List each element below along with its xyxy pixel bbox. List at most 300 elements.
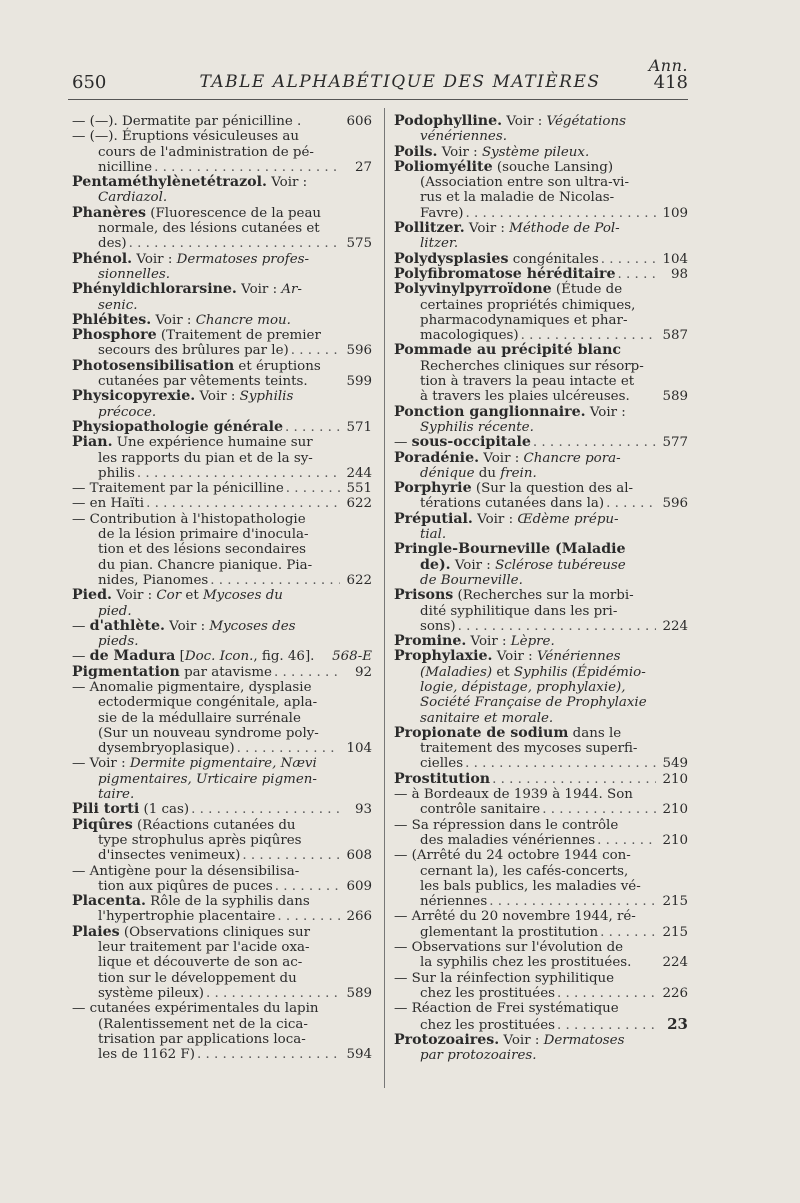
entry-text: [98, 145, 314, 160]
entry-segment: dans le: [568, 725, 622, 741]
entry-text: [420, 680, 626, 695]
entry-line: [394, 909, 688, 924]
index-entry: [394, 588, 688, 634]
entry-line: [72, 512, 372, 527]
index-entry: [72, 435, 372, 481]
entry-segment: (souche Lansing): [492, 159, 614, 175]
entry-text: [420, 925, 598, 940]
entry-text: [72, 435, 313, 450]
entry-line: [72, 604, 372, 619]
entry-text: [72, 313, 291, 328]
entry-line: [72, 879, 372, 894]
entry-text: [98, 405, 156, 420]
dot-leader: [618, 267, 656, 282]
entry-segment: glementant la prostitution: [420, 924, 599, 940]
entry-heading: Physicopyrexie.: [72, 388, 196, 405]
entry-text: [420, 604, 617, 619]
entry-segment: cours de l'administration de pé-: [98, 144, 314, 160]
entry-text: [394, 221, 620, 236]
index-entry: [394, 818, 688, 849]
entry-text: [72, 481, 284, 496]
page-reference: 596: [346, 343, 372, 359]
dot-leader: [465, 756, 656, 771]
entry-line: [72, 236, 372, 251]
entry-segment: cielles: [420, 756, 464, 772]
entry-line: [394, 649, 688, 664]
entry-text: [72, 1001, 319, 1016]
entry-text: [72, 496, 144, 511]
entry-text: [394, 282, 622, 297]
dot-leader: [191, 802, 340, 817]
entry-line: [72, 741, 372, 756]
entry-text: [420, 558, 626, 573]
entry-heading: Propionate de sodium: [394, 724, 569, 741]
entry-text: [394, 512, 619, 527]
entry-text: [98, 343, 289, 358]
entry-text: [420, 802, 540, 817]
entry-segment: Voir :: [132, 251, 177, 267]
dot-leader: [533, 435, 656, 450]
running-head: [0, 0, 800, 100]
entry-segment: Voir :: [236, 282, 282, 298]
entry-segment: Voir :: [151, 312, 196, 328]
entry-heading: Poils.: [394, 143, 438, 160]
entry-line: [72, 634, 372, 649]
entry-segment: cernant la), les cafés-concerts,: [420, 863, 629, 879]
entry-segment: nides, Pianomes: [98, 572, 209, 588]
entry-text: [420, 955, 631, 970]
index-entry: [72, 588, 372, 619]
entry-segment: Voir :: [585, 404, 626, 420]
entry-line: [394, 343, 688, 358]
entry-segment: — Observations sur l'évolution de: [394, 940, 624, 956]
entry-text: [98, 374, 308, 389]
dot-leader: [197, 1047, 340, 1062]
header-rule: [68, 99, 688, 100]
entry-line: [394, 879, 688, 894]
page-reference: 92: [354, 664, 372, 680]
entry-text: [394, 343, 621, 358]
entry-segment: chez les prostituées: [420, 1017, 555, 1033]
entry-segment: — Sur la réinfection syphilitique: [394, 970, 615, 986]
page-reference: 224: [662, 618, 688, 634]
entry-heading: Pili torti: [72, 801, 140, 818]
entry-text: [98, 1032, 306, 1047]
entry-line: [394, 573, 688, 588]
dot-leader: [601, 252, 656, 267]
index-entry: [72, 129, 372, 175]
entry-heading: Physiopathologie générale: [72, 418, 284, 435]
entry-heading: Podophylline.: [394, 113, 503, 129]
entry-line: [72, 542, 372, 557]
entry-segment: — Voir :: [72, 756, 130, 772]
entry-segment: — Sa répression dans le contrôle: [394, 817, 619, 833]
entry-text: [98, 1017, 308, 1032]
entry-text: [98, 267, 170, 282]
entry-segment: — cutanées expérimentales du lapin: [72, 1001, 319, 1017]
entry-segment: Voir :: [164, 618, 210, 634]
entry-text: [420, 298, 635, 313]
index-entry: [72, 389, 372, 420]
index-entry: [394, 160, 688, 221]
entry-text: [420, 236, 458, 251]
entry-segment: Cardiazol.: [98, 190, 168, 206]
entry-segment: précoce.: [98, 404, 157, 420]
entry-line: [72, 680, 372, 695]
entry-segment: rus et la maladie de Nicolas-: [420, 190, 615, 206]
entry-segment: tion aux piqûres de puces: [98, 878, 273, 894]
entry-text: [98, 1047, 195, 1062]
index-entry: [394, 542, 688, 588]
entry-line: [72, 343, 372, 358]
entry-line: [394, 175, 688, 190]
entry-text: [420, 879, 641, 894]
entry-line: [394, 986, 688, 1001]
entry-segment: les de 1162 F): [98, 1047, 195, 1063]
entry-segment: contrôle sanitaire: [420, 802, 541, 818]
entry-segment: Sclérose tubéreuse: [495, 557, 626, 573]
entry-text: [394, 1001, 619, 1016]
entry-text: [72, 252, 309, 267]
entry-text: [420, 389, 630, 404]
entry-segment: [: [175, 649, 185, 665]
entry-text: [394, 772, 490, 787]
dot-leader: [277, 909, 340, 924]
entry-text: [394, 634, 555, 649]
entry-segment: nériennes: [420, 894, 488, 910]
entry-line: [394, 864, 688, 879]
entry-segment: dénique: [420, 465, 475, 481]
index-entry: [72, 313, 372, 328]
index-entry: [72, 481, 372, 496]
entry-text: [394, 481, 633, 496]
entry-text: [420, 986, 555, 1001]
entry-line: [394, 772, 688, 787]
page-reference: 27: [354, 159, 372, 175]
entry-segment: , fig. 46].: [253, 649, 315, 665]
index-entry: [72, 894, 372, 925]
entry-line: [394, 787, 688, 802]
index-entry: [394, 909, 688, 940]
entry-heading: Prophylaxie.: [394, 648, 493, 665]
entry-segment: système pileux): [98, 985, 204, 1001]
entry-line: [394, 160, 688, 175]
entry-heading: sous-occipitale: [411, 434, 531, 451]
entry-heading: Polyvinylpyrroïdone: [394, 281, 552, 298]
index-entry: [394, 787, 688, 818]
index-entry: [72, 496, 372, 511]
dot-leader: [285, 420, 340, 435]
entry-text: [420, 206, 463, 221]
entry-line: [394, 940, 688, 955]
entry-heading: Pommade au précipité blanc: [394, 342, 622, 359]
entry-line: [394, 756, 688, 771]
entry-segment: Ar-: [281, 282, 302, 298]
entry-heading: de).: [420, 556, 451, 573]
index-entry: [394, 1001, 688, 1033]
index-entry: [72, 619, 372, 650]
entry-text: [394, 971, 614, 986]
entry-line: [72, 726, 372, 741]
index-entry: [72, 282, 372, 313]
entry-text: [394, 726, 621, 741]
entry-text: [72, 175, 307, 190]
entry-line: [72, 206, 372, 221]
page-reference: 594: [346, 1047, 372, 1063]
page-reference: 104: [662, 251, 688, 267]
entry-segment: sionnelles.: [98, 266, 171, 282]
entry-line: [72, 374, 372, 389]
entry-text: [420, 374, 634, 389]
entry-segment: (Ralentissement net de la cica-: [98, 1016, 308, 1032]
entry-text: [420, 313, 627, 328]
entry-segment: (Sur un nouveau syndrome poly-: [98, 725, 319, 741]
entry-segment: à travers les plaies ulcéreuses.: [420, 389, 630, 405]
entry-heading: Pringle-Bourneville (Maladie: [394, 541, 626, 558]
entry-text: [72, 512, 306, 527]
entry-segment: (Traitement de premier: [156, 328, 321, 344]
entry-line: [72, 252, 372, 267]
entry-segment: — Contribution à l'histopathologie: [72, 511, 306, 527]
entry-text: [420, 741, 637, 756]
entry-segment: type strophulus après piqûres: [98, 832, 302, 848]
index-entry: [394, 221, 688, 252]
entry-heading: Phanères: [72, 204, 147, 221]
dot-leader: [492, 772, 656, 787]
page-reference: 608: [346, 848, 372, 864]
entry-line: [394, 420, 688, 435]
entry-line: [72, 940, 372, 955]
index-entry: [72, 359, 372, 390]
entry-text: [420, 328, 519, 343]
index-entry: [72, 864, 372, 895]
entry-text: [420, 619, 456, 634]
entry-line: [72, 1017, 372, 1032]
entry-line: [394, 359, 688, 374]
dot-leader: [489, 894, 656, 909]
entry-line: [394, 267, 688, 282]
index-entry: [394, 451, 688, 482]
entry-text: [394, 435, 531, 450]
entry-text: [98, 451, 313, 466]
entry-text: [72, 588, 283, 603]
entry-line: [394, 542, 688, 557]
dot-leader: [274, 665, 340, 680]
dot-leader: [600, 925, 656, 940]
entry-heading: de Madura: [89, 648, 176, 665]
entry-line: [72, 848, 372, 863]
index-entry: [394, 634, 688, 649]
entry-segment: dysembryoplasique): [98, 741, 235, 757]
entry-segment: Doc. Icon.: [184, 649, 254, 665]
entry-text: [98, 726, 319, 741]
entry-segment: ectodermique congénitale, apla-: [98, 695, 318, 711]
entry-text: [394, 542, 626, 557]
entry-heading: Promine.: [394, 633, 467, 650]
entry-text: [394, 114, 626, 129]
entry-text: [72, 756, 317, 771]
entry-line: [394, 588, 688, 603]
entry-text: [98, 573, 208, 588]
entry-segment: tion et des lésions secondaires: [98, 542, 306, 558]
entry-line: [72, 649, 372, 664]
entry-line: [72, 527, 372, 542]
entry-heading: Prostitution: [394, 770, 491, 787]
entry-text: [420, 359, 644, 374]
entry-segment: — Traitement par la pénicilline: [72, 481, 284, 497]
entry-text: [98, 190, 167, 205]
index-entry: [394, 512, 688, 543]
entry-heading: Prisons: [394, 587, 454, 604]
entry-segment: —: [72, 618, 90, 634]
entry-segment: Voir :: [266, 175, 308, 191]
entry-line: [394, 313, 688, 328]
entry-line: [394, 190, 688, 205]
entry-text: [98, 160, 152, 175]
entry-segment: les rapports du pian et de la sy-: [98, 450, 313, 466]
entry-text: [394, 267, 616, 282]
dot-leader: [291, 343, 340, 358]
entry-segment: tion sur le développement du: [98, 970, 297, 986]
entry-segment: Système pileux.: [481, 144, 590, 160]
entry-segment: congénitales: [508, 251, 599, 267]
entry-line: [394, 1001, 688, 1016]
entry-line: [72, 496, 372, 511]
entry-segment: secours des brûlures par le): [98, 343, 289, 359]
entry-heading: Poradénie.: [394, 449, 480, 466]
entry-line: [72, 925, 372, 940]
entry-line: [394, 405, 688, 420]
entry-text: [394, 145, 589, 160]
entry-segment: lique et découverte de son ac-: [98, 955, 303, 971]
entry-heading: Protozoaires.: [394, 1031, 500, 1048]
entry-heading: Photosensibilisation: [72, 357, 235, 374]
entry-segment: (1 cas): [139, 802, 190, 818]
entry-heading: Pentaméthylènetétrazol.: [72, 174, 267, 191]
entry-heading: Pied.: [72, 587, 112, 604]
dot-leader: [557, 1018, 656, 1033]
entry-line: [394, 848, 688, 863]
entry-text: [72, 649, 314, 664]
index-entry: [394, 252, 688, 267]
dot-leader: [606, 496, 656, 511]
page-reference: 23: [667, 1014, 688, 1033]
entry-segment: —: [72, 649, 90, 665]
entry-line: [72, 772, 372, 787]
entry-line: [72, 558, 372, 573]
entry-text: [72, 206, 321, 221]
index-entry: [394, 772, 688, 787]
page-reference: 226: [662, 985, 688, 1001]
entry-line: [394, 894, 688, 909]
entry-line: [394, 328, 688, 343]
page-reference: 596: [662, 496, 688, 512]
index-column-right: [394, 114, 688, 1063]
entry-segment: Chancre mou.: [195, 312, 291, 328]
entry-segment: pigmentaires, Urticaire pigmen-: [98, 771, 317, 787]
entry-segment: Syphilis récente.: [420, 419, 534, 435]
entry-text: [420, 695, 647, 710]
entry-text: [420, 711, 553, 726]
index-entry: [72, 206, 372, 252]
entry-line: [394, 741, 688, 756]
entry-line: [72, 405, 372, 420]
entry-text: [420, 1018, 555, 1033]
dot-leader: [129, 236, 340, 251]
page-number-left: 650: [72, 72, 107, 93]
index-entry: [394, 971, 688, 1002]
entry-text: [98, 772, 317, 787]
page-reference: 215: [662, 924, 688, 940]
dot-leader: [275, 879, 340, 894]
entry-text: [420, 466, 537, 481]
entry-line: [394, 298, 688, 313]
entry-line: [72, 1032, 372, 1047]
index-entry: [394, 726, 688, 772]
entry-segment: Voir :: [502, 114, 547, 129]
index-entry: [72, 818, 372, 864]
entry-text: [420, 129, 507, 144]
entry-text: [72, 802, 189, 817]
entry-segment: Dermite pigmentaire, Nævi: [129, 756, 317, 772]
entry-heading: d'athlète.: [89, 617, 165, 634]
entry-segment: tial.: [420, 527, 447, 543]
entry-text: [72, 359, 321, 374]
entry-heading: Poliomyélite: [394, 158, 493, 175]
entry-text: [420, 420, 534, 435]
entry-segment: du pian. Chancre pianique. Pia-: [98, 557, 313, 573]
entry-segment: frein.: [500, 465, 537, 481]
entry-segment: (Observations cliniques sur: [119, 924, 311, 940]
entry-text: [98, 848, 240, 863]
entry-text: [98, 833, 302, 848]
index-entry: [72, 925, 372, 1001]
index-entry: [72, 649, 372, 664]
entry-line: [72, 267, 372, 282]
entry-text: [72, 282, 302, 297]
index-entry: [394, 940, 688, 971]
index-entry: [72, 252, 372, 283]
entry-line: [394, 955, 688, 970]
page-reference: 244: [346, 465, 372, 481]
entry-text: [394, 160, 613, 175]
entry-heading: Pollitzer.: [394, 220, 465, 237]
entry-segment: Une expérience humaine sur: [112, 435, 313, 451]
entry-line: [72, 787, 372, 802]
entry-line: [72, 756, 372, 771]
entry-segment: Mycoses des: [209, 618, 296, 634]
page-reference: 109: [662, 205, 688, 221]
page-reference: 568-E: [332, 649, 372, 665]
entry-heading: Phénol.: [72, 250, 133, 267]
entry-text: [72, 129, 299, 144]
entry-line: [72, 328, 372, 343]
entry-segment: tion à travers la peau intacte et: [420, 374, 635, 390]
entry-line: [394, 1048, 688, 1063]
entry-segment: par protozoaires.: [420, 1048, 537, 1064]
entry-segment: sanitaire et morale.: [420, 710, 554, 726]
page-reference: 589: [346, 985, 372, 1001]
entry-text: [420, 864, 628, 879]
entry-heading: Préputial.: [394, 510, 473, 527]
entry-segment: Voir :: [472, 511, 518, 527]
page-reference: 587: [662, 328, 688, 344]
entry-segment: Favre): [420, 205, 464, 221]
entry-line: [394, 496, 688, 511]
entry-text: [394, 649, 621, 664]
dot-leader: [458, 619, 656, 634]
page-reference: 93: [354, 802, 372, 818]
